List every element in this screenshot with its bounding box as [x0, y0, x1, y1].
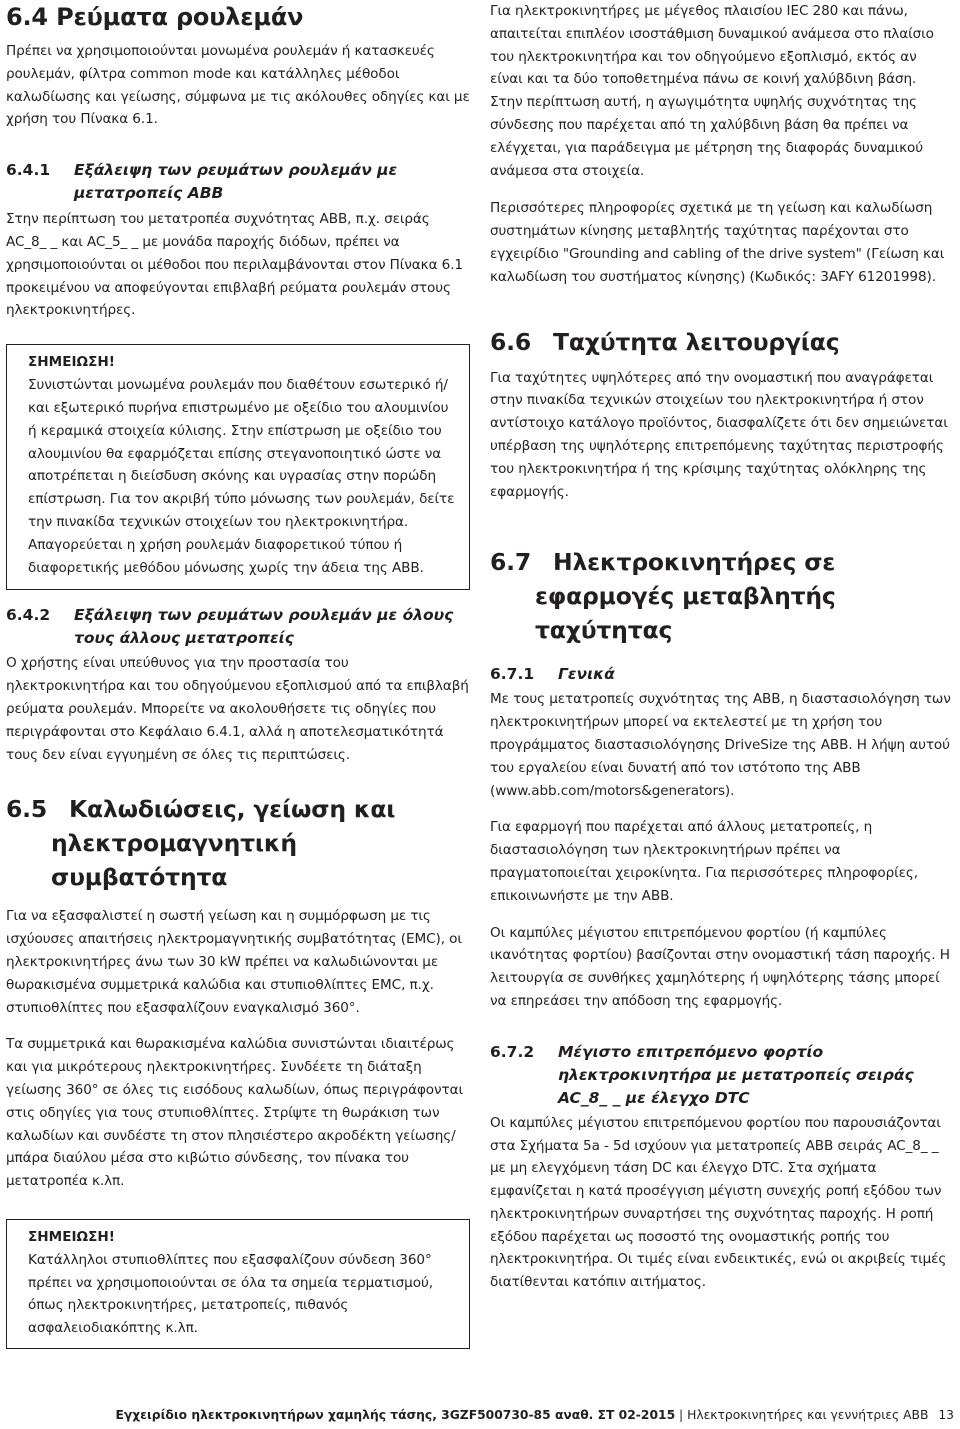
section-6-7-2-body: Οι καμπύλες μέγιστου επιτρεπόμενου φορτίου που παρουσιάζονται στα Σχήματα 5a - 5d ισχύουν για μετατροπείς ABB σειράς AC_8_ _ με μη ελεγχόμενη τάση DC και έλεγχο DTC. Στα σχήματα εμφανίζεται η κατά προσέγγιση μέγιστη συνεχής ροπή εξόδου των ηλεκτροκινητήρων συναρτήσει της συχνότητας παροχής. Η ροπή εξόδου παρέχεται ως ποσοστό της ονομαστικής ροπής του ηλεκτροκινητήρα. Οι τιμές είναι ενδεικτικές, ενώ οι ακριβείς τιμές διατίθενται κατόπιν αιτήματος. [490, 1114, 947, 1291]
section-6-4-heading [6, 0, 470, 34]
section-title: Ρεύματα ρουλεμάν [56, 3, 304, 31]
note-body: Συνιστώνται μονωμένα ρουλεμάν που διαθέτουν εσωτερικό ή/και εξωτερικό πυρήνα επιστρωμένο με οξείδιο του αλουμινίου ή κεραμικά στοιχεία κύλισης. Στην επίστρωση με οξείδιο του αλουμινίου θα εφαρμόζεται επίσης στεγανοποιητικό ώστε να αποτρέπεται η διείσδυση σκόνης και υγρασίας στην πορώδη επίστρωση. Για τον ακριβή τύπο μόνωσης των ρουλεμάν, δείτε την πινακίδα τεχνικών στοιχείων του ηλεκτροκινητήρα. Απαγορεύεται η χρήση ρουλεμάν διαφορετικού τύπου ή διαφορετικής μεθόδου μόνωσης χωρίς την άδεια της ABB. [28, 377, 455, 576]
section-6-4-body: Πρέπει να χρησιμοποιούνται μονωμένα ρουλεμάν ή κατασκευές ρουλεμάν, φίλτρα common mode και κατάλληλες μέθοδοι καλωδίωσης και γείωσης, σύμφωνα με τις ακόλουθες οδηγίες και με χρήση του Πίνακα 6.1. [6, 43, 470, 128]
section-number: 6.4.2 [6, 606, 51, 625]
section-6-7-1-heading [490, 663, 952, 686]
section-title-line-2: ηλεκτρομαγνητική συμβατότητα [51, 829, 297, 892]
section-6-7-2-heading [490, 1041, 952, 1110]
section-title-line-1: Ηλεκτροκινητήρες σε [553, 548, 836, 577]
section-6-7-1-paragraph-2: Για εφαρμογή που παρέχεται από άλλους μετατροπείς, η διαστασιολόγηση των ηλεκτροκινητήρων πρέπει να πραγματοποιείται χειροκίνητα. Για περισσότερες πληροφορίες, επικοινωνήστε με την ABB. [490, 819, 919, 904]
right-column [490, 0, 952, 1294]
section-6-4-2-body: Ο χρήστης είναι υπεύθυνος για την προστασία του ηλεκτροκινητήρα και του οδηγούμενου εξοπλισμού από τα επιβλαβή ρεύματα ρουλεμάν. Μπορείτε να ακολουθήσετε τις οδηγίες που περιγράφονται στο Κεφάλαιο 6.4.1, αλλά η αποτελεσματικότητά τους δεν είναι εγγυημένη σε όλες τις περιπτώσεις. [6, 655, 469, 763]
left-column [6, 0, 470, 1349]
footer-page-number: 13 [938, 1408, 954, 1422]
section-6-5-heading [6, 792, 470, 894]
section-6-6-heading [490, 325, 952, 359]
more-info-paragraph: Περισσότερες πληροφορίες σχετικά με τη γείωση και καλωδίωση συστημάτων κίνησης μεταβλητής ταχύτητας παρέχονται στο εγχειρίδιο "Grounding and cabling of the drive system" (Γείωση και καλωδίωση του συστήματος κίνησης) (Κωδικός: 3AFY 61201998). [490, 200, 945, 285]
section-6-5-paragraph-1: Για να εξασφαλιστεί η σωστή γείωση και η συμμόρφωση με τις ισχύουσες απαιτήσεις ηλεκτρομαγνητικής συμβατότητας (EMC), οι ηλεκτροκινητήρες άνω των 30 kW πρέπει να καλωδιώνονται με θωρακισμένα συμμετρικά καλώδια και στυπιοθλίπτες EMC, π.χ. στυπιοθλίπτες που εξασφαλίζουν εναγκαλισμό 360°. [6, 908, 462, 1016]
section-title: Γενικά [558, 665, 615, 684]
section-title: Εξάλειψη των ρευμάτων ρουλεμάν με όλους τους άλλους μετατροπείς [74, 606, 454, 648]
note-title: ΣΗΜΕΙΩΣΗ! [28, 1228, 115, 1245]
section-6-5-paragraph-2: Τα συμμετρικά και θωρακισμένα καλώδια συνιστώνται ιδιαιτέρως και για μικρότερους ηλεκτροκινητήρες. Συνδέετε τη διάταξη γείωσης 360° σε όλες τις εισόδους καλωδίων, όπως περιγράφονται στις οδηγίες για τους στυπιοθλίπτες. Στρίψτε τη θωράκιση των καλωδίων και συνδέστε τη στον πλησιέστερο ακροδέκτη γείωσης/μπάρα διαύλου μέσα στο κιβώτιο σύνδεσης, τον πίνακα του μετατροπέα κ.λπ. [6, 1036, 463, 1190]
section-6-6-body: Για ταχύτητες υψηλότερες από την ονομαστική που αναγράφεται στην πινακίδα τεχνικών στοιχείων του ηλεκτροκινητήρα ή στον αντίστοιχο κατάλογο προϊόντος, διασφαλίζετε ότι δεν σημειώνεται υπέρβαση της υψηλότερης επιτρεπόμενης ταχύτητας περιστροφής του ηλεκτροκινητήρα ή της κρίσιμης ταχύτητας ολόκληρης της εφαρμογής. [490, 369, 948, 500]
note-body: Κατάλληλοι στυπιοθλίπτες που εξασφαλίζουν σύνδεση 360° πρέπει να χρησιμοποιούνται σε όλα τα σημεία τερματισμού, όπως ηλεκτροκινητήρες, μετατροπείς, πιθανός ασφαλειοδιακόπτης κ.λπ. [28, 1251, 433, 1337]
footer-section: Ηλεκτροκινητήρες και γεννήτριες ABB [687, 1408, 929, 1422]
section-6-7-1-paragraph-3: Οι καμπύλες μέγιστου επιτρεπόμενου φορτίου (ή καμπύλες ικανότητας φορτίου) βασίζονται στην ονομαστική τάση παροχής. Η λειτουργία σε συνθήκες χαμηλότερης ή υψηλότερης τάσης μπορεί να επηρεάσει την απόδοση της εφαρμογής. [490, 924, 950, 1009]
section-number: 6.7 [490, 548, 532, 577]
note-title: ΣΗΜΕΙΩΣΗ! [28, 354, 115, 371]
section-6-7-1-paragraph-1: Με τους μετατροπείς συχνότητας της ABB, η διαστασιολόγηση των ηλεκτροκινητήρων μπορεί να εκτελεστεί με τη χρήση του προγράμματος διαστασιολόγησης DriveSize της ABB. Η λήψη αυτού του εργαλείου είναι δυνατή από τον ιστότοπο της ABB (www.abb.com/motors&generators). [490, 691, 951, 799]
section-title: Ταχύτητα λειτουργίας [553, 327, 840, 356]
section-6-4-1-heading [6, 159, 470, 205]
section-6-4-2-heading [6, 604, 470, 650]
page-footer [115, 1405, 954, 1425]
section-title-line-2: εφαρμογές μεταβλητής [535, 582, 836, 611]
section-6-7-heading [490, 545, 952, 647]
section-title-line-3: ταχύτητας [535, 616, 673, 645]
footer-separator: | [679, 1408, 688, 1422]
section-number: 6.6 [490, 327, 532, 356]
section-title: Μέγιστο επιτρεπόμενο φορτίο ηλεκτροκινητήρα με μετατροπείς σειράς AC_8_ _ με έλεγχο DTC [558, 1042, 914, 1107]
section-number: 6.4.1 [6, 161, 51, 180]
equipotential-paragraph: Για ηλεκτροκινητήρες με μέγεθος πλαισίου IEC 280 και πάνω, απαιτείται επιπλέον ισοστάθμιση δυναμικού ανάμεσα στο πλαίσιο του ηλεκτροκινητήρα και τον οδηγούμενο εξοπλισμό, εκτός αν είναι και τα δύο τοποθετημένα πάνω σε κοινή χαλύβδινη βάση. Στην περίπτωση αυτή, η αγωγιμότητα υψηλής συχνότητας της σύνδεσης που παρέχεται από τη χαλύβδινη βάση θα πρέπει να ελέγχεται, για παράδειγμα με μέτρηση της διαφοράς δυναμικού ανάμεσα στα στοιχεία. [490, 3, 934, 179]
section-number: 6.7.2 [490, 1042, 535, 1061]
note-box-glands [6, 1219, 470, 1349]
section-6-4-1-body: Στην περίπτωση του μετατροπέα συχνότητας ABB, π.χ. σειράς AC_8_ _ και AC_5_ _ με μονάδα παροχής διόδων, πρέπει να χρησιμοποιούνται οι μέθοδοι που περιλαμβάνονται στον Πίνακα 6.1 προκειμένου να αποφεύγονται επιβλαβή ρεύματα ρουλεμάν στους ηλεκτροκινητήρες. [6, 211, 463, 319]
section-title-line-1: Καλωδιώσεις, γείωση και [69, 795, 396, 824]
section-number: 6.7.1 [490, 665, 535, 684]
footer-document-title: Εγχειρίδιο ηλεκτροκινητήρων χαμηλής τάσης, 3GZF500730-85 αναθ. ΣΤ 02-2015 [115, 1408, 676, 1422]
section-number: 6.4 [6, 3, 48, 31]
note-box-bearings [6, 344, 470, 590]
section-title: Εξάλειψη των ρευμάτων ρουλεμάν με μετατροπείς ABB [74, 161, 398, 203]
section-number: 6.5 [6, 795, 48, 824]
